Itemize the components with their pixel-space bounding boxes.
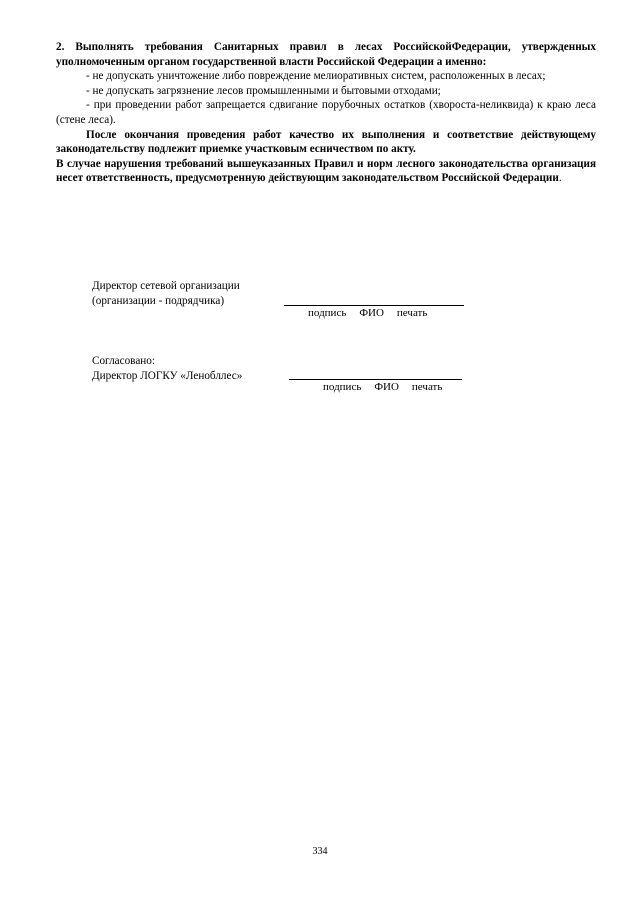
contractor-caption-seal: печать — [396, 307, 428, 319]
contractor-signature-label — [92, 279, 240, 308]
paragraph-requirements-heading: 2. Выполнять требования Санитарных правил в лесах РоссийскойФедерации, утвержденных уполномоченным органом государственной власти Российской Федерации а именно: — [56, 41, 596, 68]
approval-caption-sign: подпись — [323, 381, 362, 393]
contractor-signature-caption — [308, 307, 427, 320]
contractor-caption-sign: подпись — [308, 307, 347, 319]
paragraph-melioration: - не допускать уничтожение либо повреждение мелиоративных систем, расположенных в лесах; — [86, 70, 546, 83]
approval-caption-seal: печать — [411, 381, 443, 393]
contractor-subtitle: (организации - подрядчика) — [92, 294, 225, 307]
contractor-caption-name: ФИО — [359, 307, 384, 319]
approval-caption-name: ФИО — [374, 381, 399, 393]
approval-signature-caption — [323, 381, 442, 394]
approval-signature-label — [92, 354, 242, 383]
body-text — [56, 40, 596, 186]
paragraph-logging-residue: - при проведении работ запрещается сдвигание порубочных остатков (хвороста-неликвида) к краю леса (стене леса). — [56, 99, 596, 126]
paragraph-acceptance: После окончания проведения работ качество их выполнения и соответствие действующему законодательству подлежит приемке участковым есничеством по акту. — [56, 128, 596, 156]
contractor-title: Директор сетевой организации — [92, 280, 240, 292]
liability-text: В случае нарушения требований вышеуказанных Правил и норм лесного законодательства организация несет ответственность, предусмотренную действующим законодательством Российской Федерации — [56, 157, 596, 185]
approval-signature-line — [289, 379, 462, 380]
approval-subtitle: Директор ЛОГКУ «Ленобллес» — [92, 369, 243, 382]
page-number: 334 — [312, 846, 328, 857]
paragraph-pollution: - не допускать загрязнение лесов промышленными и бытовыми отходами; — [86, 84, 441, 97]
liability-period: . — [558, 172, 562, 185]
paragraph-liability — [56, 157, 596, 186]
contractor-signature-line — [284, 305, 464, 306]
approval-title: Согласовано: — [92, 355, 155, 367]
